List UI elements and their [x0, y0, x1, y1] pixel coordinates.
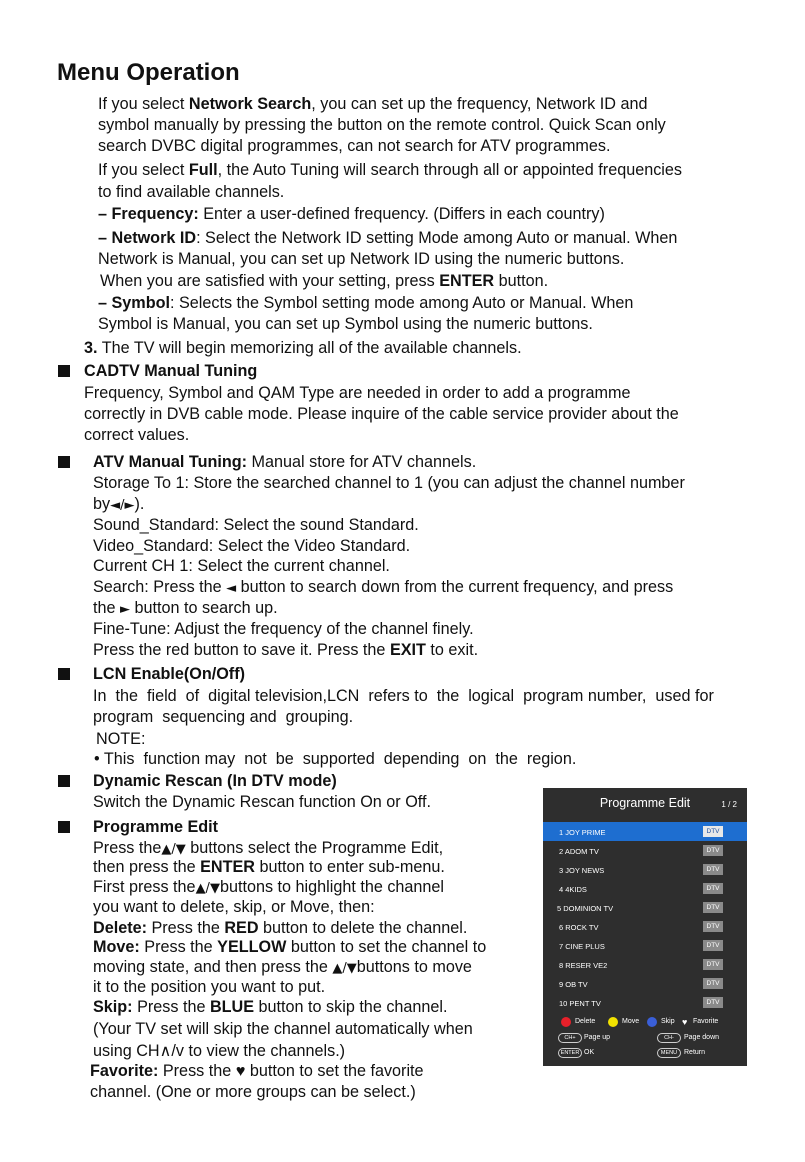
text: Press the: [139, 938, 218, 956]
pe-favorite-line-1: [90, 1061, 424, 1082]
bold-text: RED: [224, 919, 259, 937]
red-dot-icon: [561, 1017, 571, 1027]
programme-edit-panel: [543, 788, 747, 1066]
text: button to set the channel to: [286, 938, 487, 956]
text: to exit.: [425, 641, 479, 659]
channel-row[interactable]: [543, 898, 747, 917]
atv-line-3: Sound_Standard: Select the sound Standard.: [93, 516, 419, 534]
channel-row[interactable]: [543, 917, 747, 936]
dtv-badge: DTV: [703, 940, 723, 951]
network-search-line-1: [98, 94, 647, 115]
arrow-left-right-icon: ◄/►: [110, 498, 135, 513]
bold-text: ENTER: [439, 272, 495, 290]
text: the: [93, 599, 121, 617]
arrow-right-icon: ►: [120, 602, 131, 617]
heart-icon: ♥: [682, 1017, 688, 1027]
text: Press the red button to save it. Press the: [93, 641, 390, 659]
pe-line-3: [93, 877, 444, 899]
blue-dot-icon: [647, 1017, 657, 1027]
cadtv-heading: CADTV Manual Tuning: [84, 362, 258, 380]
page-title: Menu Operation: [57, 59, 240, 86]
lcn-line-1: In the field of digital television,LCN refers to the logical program number, used for: [93, 687, 714, 705]
channel-name: 3 JOY NEWS: [559, 866, 605, 875]
legend-favorite: Favorite: [693, 1018, 719, 1025]
atv-line-4: Video_Standard: Select the Video Standard.: [93, 537, 411, 555]
ch-down-key-icon: CH-: [657, 1033, 681, 1043]
pe-line-2: [93, 857, 445, 878]
legend-delete: Delete: [575, 1018, 596, 1025]
text: then press the: [93, 858, 201, 876]
bullet-square-icon: [58, 456, 70, 468]
bold-text: EXIT: [389, 641, 426, 659]
dtv-badge: DTV: [703, 845, 723, 856]
channel-name: 5 DOMINION TV: [557, 904, 614, 913]
text: button to set the favorite: [245, 1062, 424, 1080]
lcn-line-3: • This function may not be supported depending on the region.: [94, 750, 577, 768]
symbol-line-1: [98, 293, 633, 314]
legend-page-up: Page up: [584, 1034, 611, 1041]
dtv-badge: DTV: [703, 826, 723, 837]
atv-line-9: [93, 640, 478, 661]
channel-name: 4 4KIDS: [559, 885, 587, 894]
yellow-dot-icon: [608, 1017, 618, 1027]
menu-key-icon: MENU: [657, 1048, 681, 1058]
text: button.: [494, 272, 549, 290]
bold-text: Skip:: [93, 998, 133, 1016]
text: : Selects the Symbol setting mode among Auto or Manual. When: [169, 294, 634, 312]
text: , the Auto Tuning will search through all or appointed frequencies: [217, 161, 682, 179]
lcn-line-2: program sequencing and grouping.: [93, 708, 354, 726]
text: , you can set up the frequency, Network ID and: [311, 95, 648, 113]
text: buttons to highlight the channel: [219, 878, 445, 896]
panel-title: Programme Edit: [599, 796, 691, 810]
heart-icon: ♥: [235, 1062, 246, 1080]
cadtv-line-3: correct values.: [84, 426, 190, 444]
bullet-square-icon: [58, 775, 70, 787]
channel-row[interactable]: [543, 879, 747, 898]
bold-text: – Network ID: [98, 229, 197, 247]
text: buttons to move: [356, 958, 472, 976]
pe-move-line-2: [93, 957, 472, 979]
bold-text: BLUE: [209, 998, 255, 1016]
text: Search: Press the: [93, 578, 227, 596]
arrow-up-down-icon: ▲/▼: [332, 961, 357, 976]
text: If you select: [98, 95, 189, 113]
bullet-square-icon: [58, 365, 70, 377]
panel-page-indicator: 1 / 2: [721, 800, 737, 809]
channel-row[interactable]: [543, 822, 747, 841]
text: First press the: [93, 878, 196, 896]
network-id-line-1: [98, 228, 677, 249]
legend-skip: Skip: [661, 1018, 675, 1025]
bold-text: Delete:: [93, 919, 147, 937]
text: Enter a user-defined frequency. (Differs in each country): [198, 205, 605, 223]
channel-name: 10 PENT TV: [559, 999, 601, 1008]
bold-text: ENTER: [200, 858, 255, 876]
step-3: [84, 338, 522, 359]
pe-move-line-3: it to the position you want to put.: [93, 978, 326, 996]
arrow-up-down-icon: ▲/▼: [161, 842, 186, 857]
channel-row[interactable]: [543, 860, 747, 879]
text: If you select: [98, 161, 189, 179]
atv-heading: [93, 452, 476, 473]
channel-name: 8 RESER VE2: [559, 961, 608, 970]
network-search-line-2: symbol manually by pressing the button on the remote control. Quick Scan only: [98, 116, 666, 134]
dtv-badge: DTV: [703, 997, 723, 1008]
arrow-left-icon: ◄: [226, 581, 237, 596]
arrow-up-down-icon: ▲/▼: [195, 881, 220, 896]
atv-line-1: Storage To 1: Store the searched channel to 1 (you can adjust the channel number: [93, 474, 685, 492]
text: button to delete the channel.: [258, 919, 468, 937]
dtv-badge: DTV: [703, 921, 723, 932]
text: Press the: [93, 839, 162, 857]
pe-skip-line-2: (Your TV set will skip the channel automatically when: [93, 1020, 473, 1038]
legend-move: Move: [622, 1018, 640, 1025]
bold-text: Favorite:: [90, 1062, 159, 1080]
cadtv-line-2: correctly in DVB cable mode. Please inquire of the cable service provider about the: [84, 405, 679, 423]
text: buttons select the Programme Edit,: [185, 839, 444, 857]
text: button to skip the channel.: [254, 998, 448, 1016]
dtv-badge: DTV: [703, 864, 723, 875]
channel-name: 7 CINE PLUS: [559, 942, 605, 951]
atv-line-6: [93, 577, 673, 599]
lcn-heading: LCN Enable(On/Off): [93, 665, 245, 683]
dtv-badge: DTV: [703, 978, 723, 989]
bold-text: ATV Manual Tuning:: [93, 453, 248, 471]
network-id-line-3: [100, 271, 548, 292]
text: button to search down from the current frequency, and press: [236, 578, 674, 596]
atv-line-2: [93, 494, 144, 516]
legend-page-down: Page down: [684, 1034, 720, 1041]
channel-row[interactable]: [543, 936, 747, 955]
text: ).: [134, 495, 145, 513]
rescan-heading: Dynamic Rescan (In DTV mode): [93, 772, 337, 790]
symbol-line-2: Symbol is Manual, you can set up Symbol using the numeric buttons.: [98, 315, 593, 333]
pe-line-4: you want to delete, skip, or Move, then:: [93, 898, 375, 916]
pe-move-line-1: [93, 937, 486, 958]
pe-skip-line-1: [93, 997, 448, 1018]
frequency-line: [98, 204, 605, 225]
bold-text: Network Search: [188, 95, 312, 113]
lcn-note: NOTE:: [96, 730, 146, 748]
text: button to search up.: [130, 599, 278, 617]
legend-ok: OK: [584, 1049, 595, 1056]
cadtv-line-1: Frequency, Symbol and QAM Type are needed in order to add a programme: [84, 384, 631, 402]
bold-text: Full: [188, 161, 218, 179]
network-id-line-2: Network is Manual, you can set up Network ID using the numeric buttons.: [98, 250, 625, 268]
dtv-badge: DTV: [703, 959, 723, 970]
bullet-square-icon: [58, 668, 70, 680]
pe-skip-line-3: using CH∧/v to view the channels.): [93, 1042, 346, 1060]
bold-text: 3.: [84, 339, 98, 357]
atv-line-7: [93, 598, 278, 620]
rescan-line-1: Switch the Dynamic Rescan function On or Off.: [93, 793, 431, 811]
ch-up-key-icon: CH+: [558, 1033, 582, 1043]
text: moving state, and then press the: [93, 958, 333, 976]
atv-line-8: Fine-Tune: Adjust the frequency of the channel finely.: [93, 620, 474, 638]
text: Press the: [158, 1062, 236, 1080]
dtv-badge: DTV: [703, 902, 723, 913]
bold-text: – Frequency:: [98, 205, 199, 223]
full-line-1: [98, 160, 682, 181]
legend-return: Return: [684, 1049, 706, 1056]
programme-edit-heading: Programme Edit: [93, 818, 219, 836]
pe-delete-line: [93, 918, 467, 939]
enter-key-icon: ENTER: [558, 1048, 582, 1058]
text: When you are satisfied with your setting, press: [100, 272, 440, 290]
atv-line-5: Current CH 1: Select the current channel.: [93, 557, 390, 575]
channel-name: 2 ADOM TV: [559, 847, 599, 856]
bold-text: – Symbol: [98, 294, 170, 312]
full-line-2: to find available channels.: [98, 183, 285, 201]
bullet-square-icon: [58, 821, 70, 833]
channel-name: 6 ROCK TV: [559, 923, 599, 932]
pe-favorite-line-2: channel. (One or more groups can be select.): [90, 1083, 416, 1101]
channel-row[interactable]: [543, 993, 747, 1012]
text: : Select the Network ID setting Mode among Auto or manual. When: [196, 229, 678, 247]
channel-row[interactable]: [543, 974, 747, 993]
dtv-badge: DTV: [703, 883, 723, 894]
network-search-line-3: search DVBC digital programmes, can not search for ATV programmes.: [98, 137, 611, 155]
channel-name: 1 JOY PRIME: [559, 828, 606, 837]
text: Press the: [146, 919, 225, 937]
channel-name: 9 OB TV: [559, 980, 588, 989]
bold-text: Move:: [93, 938, 140, 956]
text: The TV will begin memorizing all of the available channels.: [97, 339, 522, 357]
text: Press the: [132, 998, 210, 1016]
channel-row[interactable]: [543, 841, 747, 860]
text: button to enter sub-menu.: [254, 858, 445, 876]
channel-row[interactable]: [543, 955, 747, 974]
bold-text: YELLOW: [217, 938, 287, 956]
text: by: [93, 495, 111, 513]
text: Manual store for ATV channels.: [247, 453, 477, 471]
